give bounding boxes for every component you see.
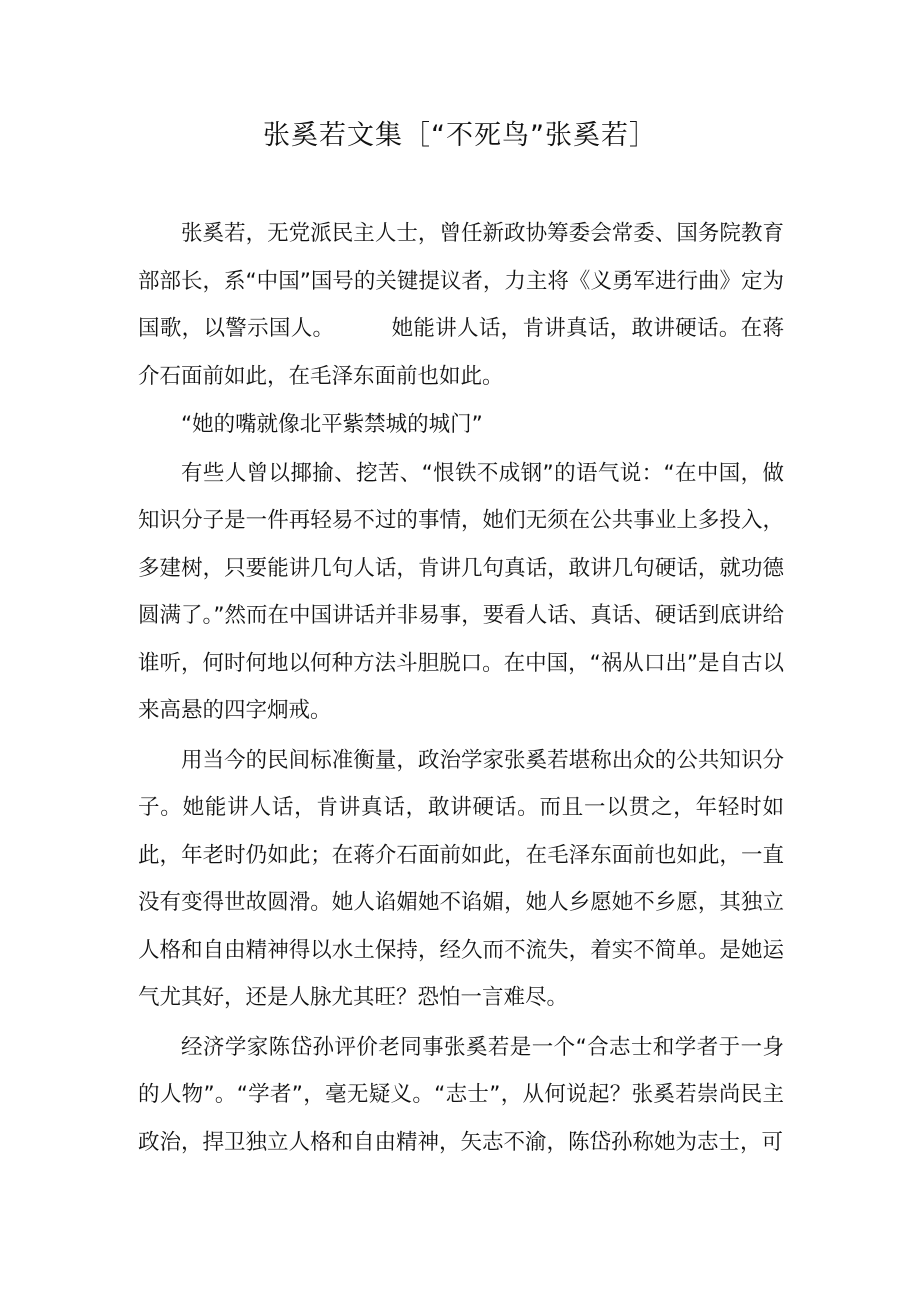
document-body	[138, 210, 784, 1166]
paragraph-chen-daisun-evaluation: 经济学家陈岱孙评价老同事张奚若是一个“合志士和学者于一身的人物”。“学者”，毫无疑义。“志士”，从何说起？张奚若崇尚民主政治，捍卫独立人格和自由精神，矢志不渝，陈岱孙称她为志士，可	[138, 1034, 784, 1155]
paragraph-intro: 张奚若，无党派民主人士，曾任新政协筹委会常委、国务院教育部部长，系“中国”国号的关键提议者，力主将《义勇军进行曲》定为国歌，以警示国人。 她能讲人话，肯讲真话，敢讲硬话。在蒋介石面前如此，在毛泽东面前也如此。	[138, 221, 784, 389]
document-title: 张奚若文集［“不死鸟”张奚若］	[263, 120, 657, 151]
paragraph-subheading: “她的嘴就像北平紫禁城的城门”	[181, 412, 483, 437]
paragraph-public-intellectual: 用当今的民间标准衡量，政治学家张奚若堪称出众的公共知识分子。她能讲人话，肯讲真话，敢讲硬话。而且一以贯之，年轻时如此，年老时仍如此；在蒋介石面前如此，在毛泽东面前也如此，一直没有变得世故圆滑。她人谄媚她不谄媚，她人乡愿她不乡愿，其独立人格和自由精神得以水土保持，经久而不流失，着实不简单。是她运气尤其好，还是人脉尤其旺？恐怕一言难尽。	[138, 747, 784, 1010]
paragraph-speech-difficulty: 有些人曾以揶揄、挖苦、“恨铁不成钢”的语气说：“在中国，做知识分子是一件再轻易不过的事情，她们无须在公共事业上多投入，多建树，只要能讲几句人话，肯讲几句真话，敢讲几句硬话，就功德圆满了。”然而在中国讲话并非易事，要看人话、真话、硬话到底讲给谁听，何时何地以何种方法斗胆脱口。在中国，“祸从口出”是自古以来高悬的四字炯戒。	[138, 460, 784, 723]
